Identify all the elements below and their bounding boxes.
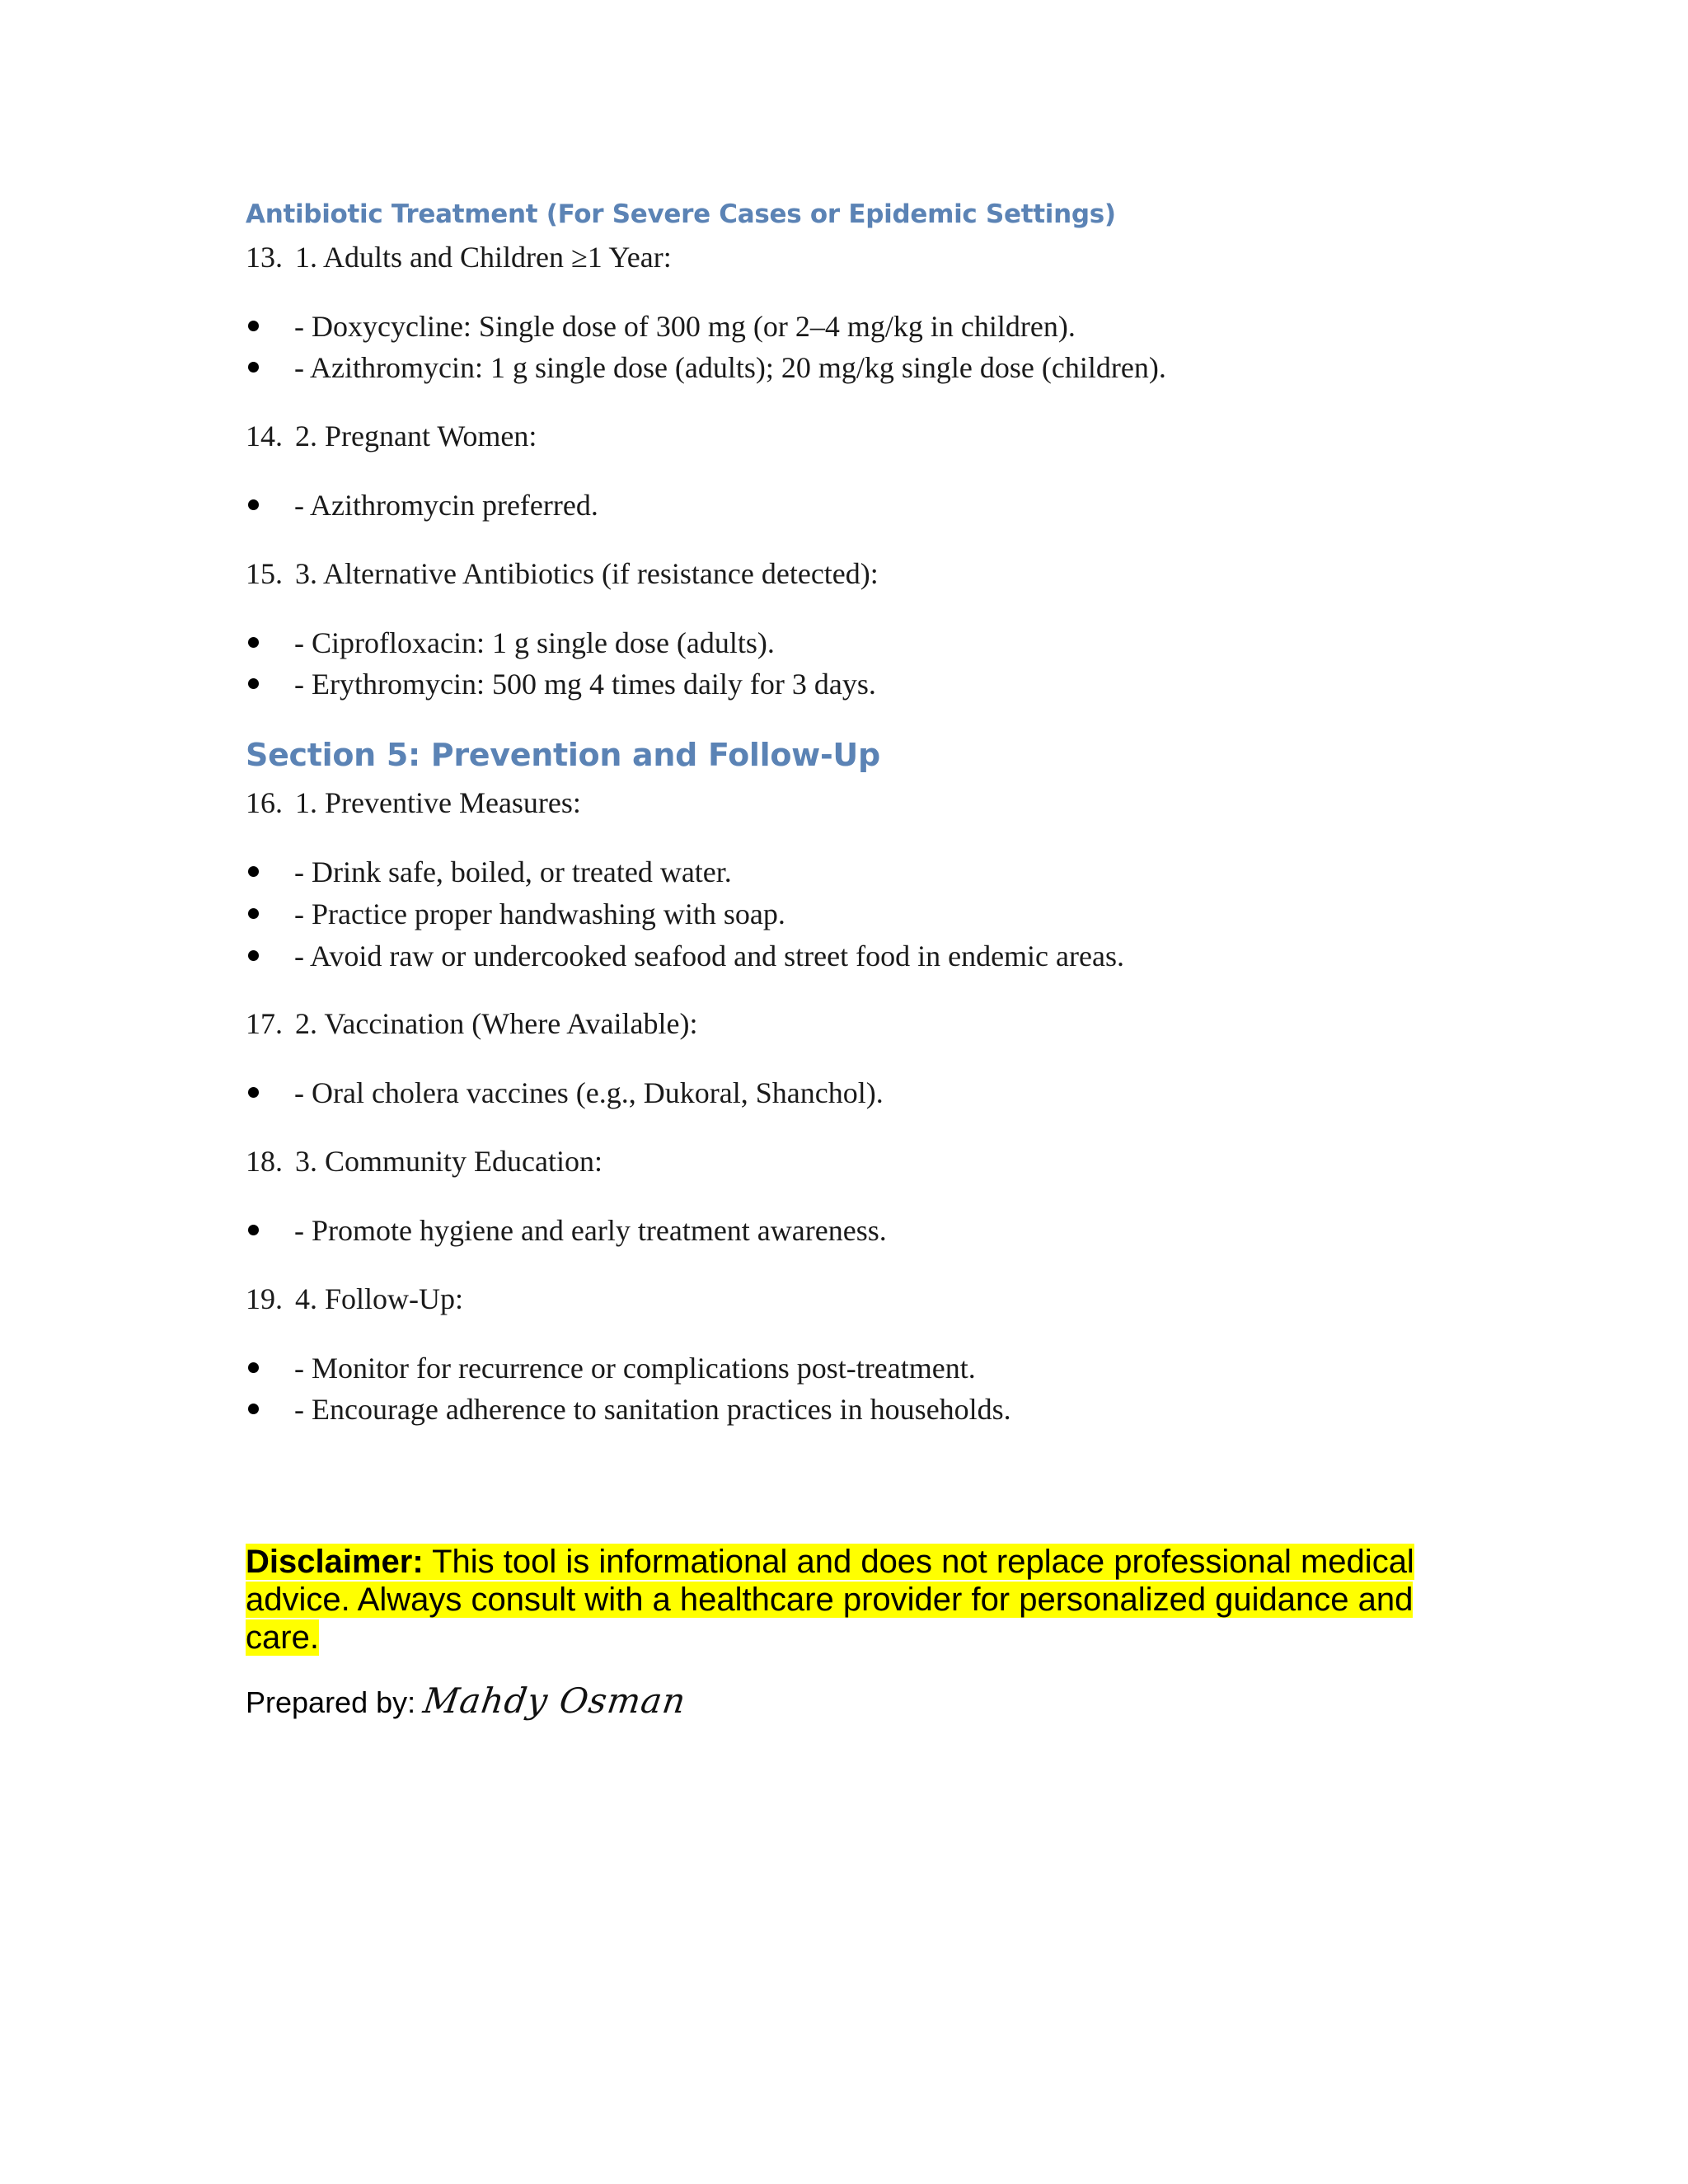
bullet-item (294, 938, 1124, 974)
bullet-icon (248, 1087, 259, 1098)
bullet-text: - Ciprofloxacin: 1 g single dose (adults). (294, 626, 775, 659)
disclaimer (246, 1543, 1416, 1657)
bullet-icon (248, 362, 259, 373)
item-text: 2. Pregnant Women: (295, 419, 537, 452)
bullet-item (294, 1212, 887, 1249)
numbered-item-19 (246, 1281, 463, 1317)
bullet-text: - Drink safe, boiled, or treated water. (294, 855, 732, 888)
bullet-text: - Encourage adherence to sanitation practices in households. (294, 1393, 1011, 1426)
numbered-item-17 (246, 1005, 697, 1042)
item-number: 19. (246, 1282, 283, 1315)
numbered-item-13 (246, 239, 672, 275)
numbered-item-18 (246, 1143, 603, 1179)
item-number: 14. (246, 419, 283, 452)
bullet-text: - Azithromycin: 1 g single dose (adults); 20 mg/kg single dose (children). (294, 351, 1166, 384)
bullet-item (294, 896, 785, 932)
bullet-icon (248, 908, 259, 919)
bullet-text: - Practice proper handwashing with soap. (294, 898, 785, 930)
numbered-item-16 (246, 785, 581, 821)
item-text: 1. Preventive Measures: (295, 786, 581, 819)
bullet-icon (248, 950, 259, 961)
bullet-text: - Avoid raw or undercooked seafood and street food in endemic areas. (294, 940, 1124, 972)
prepared-by-label: Prepared by: (246, 1685, 416, 1719)
bullet-icon (248, 866, 259, 877)
item-text: 3. Alternative Antibiotics (if resistance detected): (295, 557, 879, 590)
bullet-icon (248, 499, 259, 510)
prepared-by (246, 1680, 689, 1722)
bullet-text: - Promote hygiene and early treatment awareness. (294, 1214, 887, 1247)
section-5-heading: Section 5: Prevention and Follow-Up (246, 737, 880, 773)
bullet-icon (248, 321, 259, 331)
item-number: 17. (246, 1007, 283, 1040)
item-number: 16. (246, 786, 283, 819)
bullet-item (294, 625, 775, 661)
disclaimer-label: Disclaimer: (246, 1544, 424, 1580)
bullet-item (294, 349, 1166, 386)
item-number: 13. (246, 241, 283, 274)
bullet-icon (248, 637, 259, 648)
item-text: 3. Community Education: (295, 1145, 603, 1178)
bullet-icon (248, 1362, 259, 1373)
bullet-item (294, 487, 598, 523)
disclaimer-text: This tool is informational and does not replace professional medical advice. Always consult with a healthcare provider for personalized guidance and care. (246, 1544, 1414, 1656)
bullet-text: - Erythromycin: 500 mg 4 times daily for 3 days. (294, 668, 876, 701)
bullet-item (294, 1391, 1011, 1427)
bullet-text: - Doxycycline: Single dose of 300 mg (or 2–4 mg/kg in children). (294, 310, 1076, 343)
item-number: 18. (246, 1145, 283, 1178)
numbered-item-14 (246, 418, 537, 454)
bullet-item (294, 666, 876, 702)
bullet-icon (248, 678, 259, 689)
numbered-item-15 (246, 555, 879, 592)
disclaimer-highlight (246, 1544, 1414, 1656)
bullet-item (294, 854, 732, 890)
bullet-item (294, 308, 1076, 344)
bullet-text: - Oral cholera vaccines (e.g., Dukoral, Shanchol). (294, 1076, 884, 1109)
bullet-item (294, 1075, 884, 1111)
item-text: 4. Follow-Up: (295, 1282, 464, 1315)
antibiotic-heading: Antibiotic Treatment (For Severe Cases or Epidemic Settings) (246, 199, 1116, 229)
bullet-icon (248, 1225, 259, 1235)
signature: Mahdy Osman (420, 1680, 689, 1721)
bullet-text: - Azithromycin preferred. (294, 489, 598, 522)
bullet-text: - Monitor for recurrence or complications post-treatment. (294, 1352, 976, 1385)
bullet-item (294, 1350, 976, 1386)
bullet-icon (248, 1404, 259, 1414)
item-number: 15. (246, 557, 283, 590)
item-text: 1. Adults and Children ≥1 Year: (295, 241, 672, 274)
item-text: 2. Vaccination (Where Available): (295, 1007, 698, 1040)
